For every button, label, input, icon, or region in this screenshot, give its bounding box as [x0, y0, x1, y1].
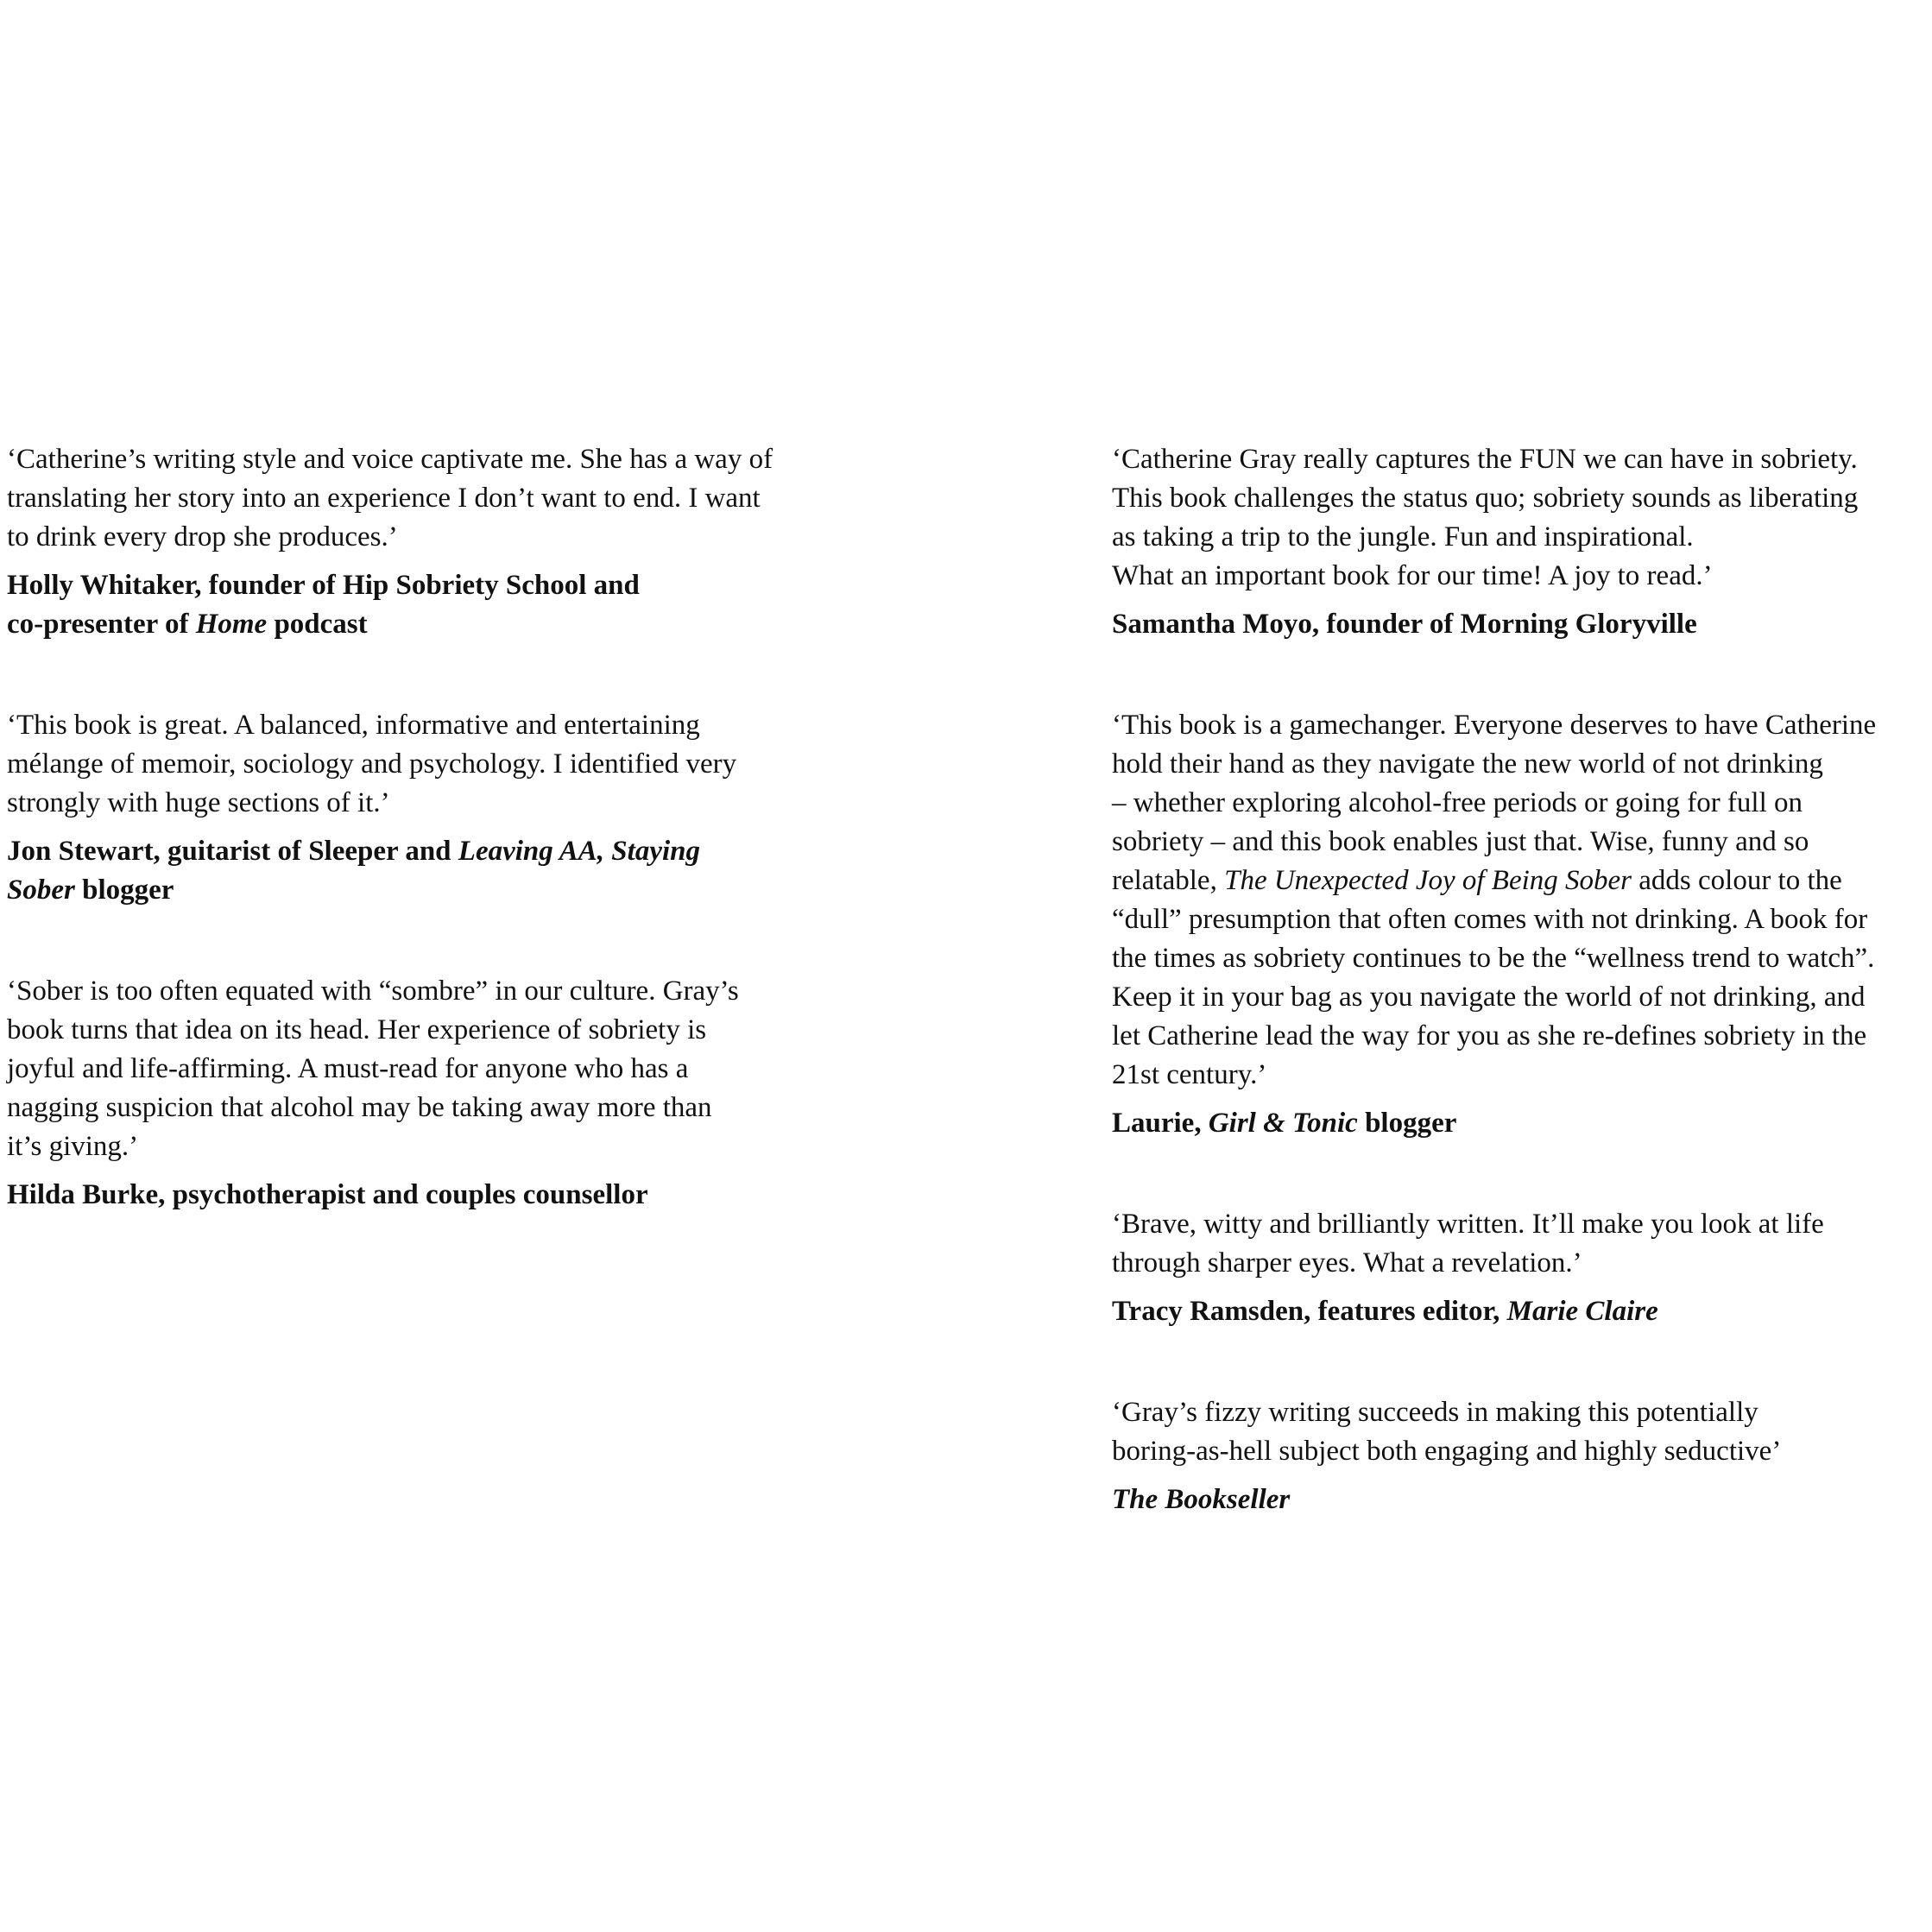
blurb-attribution: [7, 1176, 870, 1215]
quote-text: ‘This book is a gamechanger. Everyone deserves to have Catherine hold their hand as they navigate the new world of not drinking – whether exploring alcohol-free periods or going for full on sobriety – and this book enables just that. Wise, funny and so relatable,: [1112, 710, 1877, 896]
blurb-quote: ‘Sober is too often equated with “sombre” in our culture. Gray’s book turns that idea on its head. Her experience of sobriety is joyful and life-affirming. A must-read for anyone who has a nagging suspicion that alcohol may be taking away more than it’s giving.’: [7, 975, 739, 1162]
blurb-quote: [1112, 706, 1928, 1095]
quote-book-title: The Unexpected Joy of Being Sober: [1224, 865, 1632, 896]
attribution-title: Home: [195, 609, 268, 640]
attribution-text: Laurie,: [1112, 1108, 1209, 1139]
attribution-text: Holly Whitaker, founder of Hip Sobriety School and co-presenter of: [7, 570, 640, 640]
attribution-text-end: podcast: [267, 609, 368, 640]
blurb-quote: ‘Brave, witty and brilliantly written. It’ll make you look at life through sharper eyes. What a revelation.’: [1112, 1209, 1824, 1279]
blurb-attribution: [7, 566, 870, 644]
blurb-quote: ‘Catherine Gray really captures the FUN we can have in sobriety. This book challenges the status quo; sobriety sounds as liberating as taking a trip to the jungle. Fun and inspirational. What an important book for our time! A joy to read.’: [1112, 444, 1859, 591]
left-column: [7, 440, 870, 1277]
right-column: [1112, 440, 1928, 1582]
blurb-attribution: [1112, 1104, 1928, 1143]
attribution-text: Jon Stewart, guitarist of Sleeper and: [7, 836, 458, 867]
attribution-text-end: blogger: [1357, 1108, 1457, 1139]
attribution-text-end: blogger: [74, 874, 174, 906]
blurb-attribution: [1112, 605, 1928, 644]
quote-text-end: adds colour to the “dull” presumption that often comes with not drinking. A book for the times as sobriety continues to be the “wellness trend to watch”. Keep it in your bag as you navigate the world of not drinking, and let Catherine lead the way for you as she re-defines sobriety in the 21st century.’: [1112, 865, 1875, 1090]
blurb-laurie: [1112, 706, 1928, 1143]
blurb-attribution: [7, 832, 870, 910]
attribution-title: Leaving AA, Staying Sober: [7, 836, 700, 906]
blurb-attribution: [1112, 1292, 1928, 1331]
attribution-title: Marie Claire: [1506, 1296, 1658, 1327]
blurb-attribution: [1112, 1481, 1928, 1519]
attribution-text: Samantha Moyo, founder of Morning Gloryville: [1112, 609, 1697, 640]
attribution-title: Girl & Tonic: [1208, 1108, 1358, 1139]
attribution-text: Tracy Ramsden, features editor,: [1112, 1296, 1507, 1327]
blurb-quote: ‘Gray’s fizzy writing succeeds in making this potentially boring-as-hell subject both engaging and highly seductive’: [1112, 1397, 1782, 1467]
blurb-jon-stewart: [7, 706, 870, 910]
blurb-holly-whitaker: [7, 440, 870, 644]
blurb-quote: ‘Catherine’s writing style and voice captivate me. She has a way of translating her story into an experience I don’t want to end. I want to drink every drop she produces.’: [7, 444, 773, 552]
attribution-text: Hilda Burke, psychotherapist and couples counsellor: [7, 1179, 648, 1210]
blurb-samantha-moyo: [1112, 440, 1928, 644]
attribution-title: The Bookseller: [1112, 1484, 1291, 1515]
blurb-hilda-burke: [7, 972, 870, 1215]
blurb-quote: ‘This book is great. A balanced, informative and entertaining mélange of memoir, sociology and psychology. I identified very strongly with huge sections of it.’: [7, 710, 737, 818]
blurb-tracy-ramsden: [1112, 1205, 1928, 1331]
blurb-the-bookseller: [1112, 1393, 1928, 1519]
